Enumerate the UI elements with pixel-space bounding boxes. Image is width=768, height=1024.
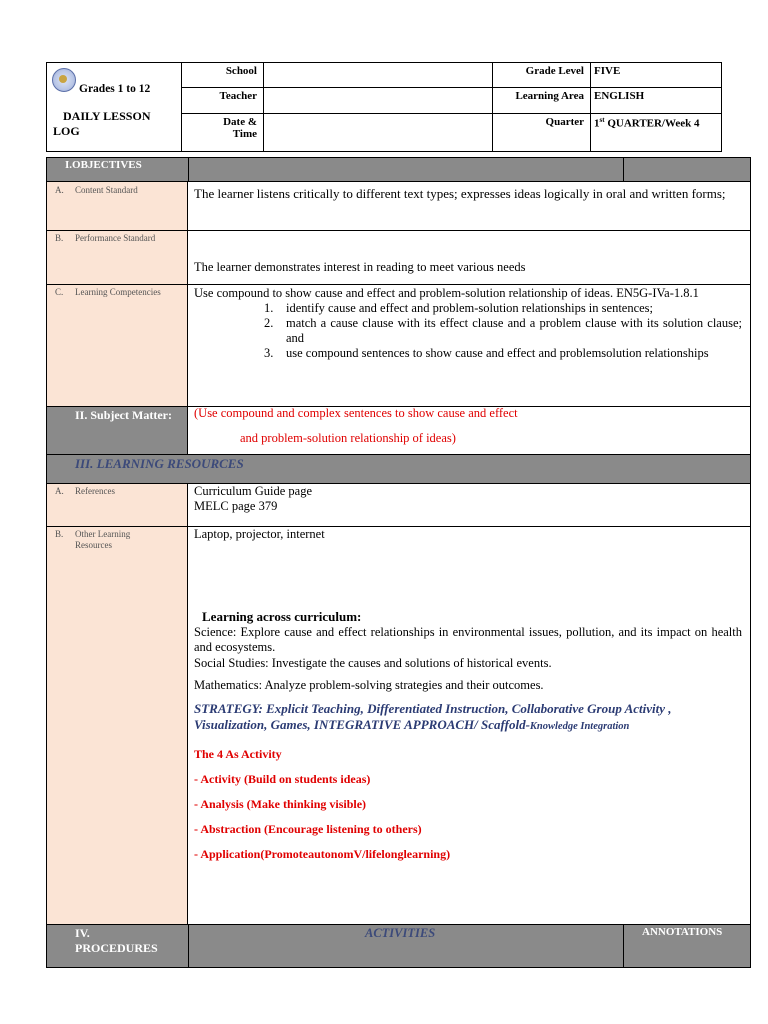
teacher-label: Teacher [182,88,264,113]
science-text: Science: Explore cause and effect relationships in environmental issues, pollution, and its impact on health and ecosystems. [194,625,742,654]
date-time-label: Date & Time [182,113,264,151]
quarter-label: Quarter [493,113,591,151]
list-item: 3. use compound sentences to show cause and effect and problemsolution relationships [264,346,709,360]
grades-label: Grades 1 to 12 [79,83,151,95]
objectives-header-row [47,158,750,182]
objectives-title: I.OBJECTIVES [65,159,142,171]
header-table [46,62,722,152]
performance-standard-text: The learner demonstrates interest in reading to meet various needs [194,260,526,274]
subject-matter-line1: (Use compound and complex sentences to show cause and effect [194,406,518,420]
resources-header-row [47,455,750,484]
competencies-list [194,301,742,361]
content-standard-text: The learner listens critically to different text types; expresses ideas logically in oral and written forms; [194,186,726,201]
activities-header: ACTIVITIES [365,926,436,940]
learning-competencies-row [47,285,750,407]
lesson-table [46,157,751,968]
competencies-intro: Use compound to show cause and effect and problem-solution relationship of ideas. EN5G-IVa-1.8.1 [194,286,699,300]
across-curriculum-title: Learning across curriculum: [202,609,362,624]
content-standard-label: A. Content Standard [55,185,138,195]
subject-matter-label: II. Subject Matter: [75,408,172,422]
four-as-application: - Application(PromoteautonomV/lifelonglearning) [194,847,451,861]
four-as-title: The 4 As Activity [194,747,282,761]
grade-level-value: FIVE [591,63,722,88]
procedures-label: IV. PROCEDURES [75,926,158,955]
resources-title: III. LEARNING RESOURCES [75,456,244,471]
annotations-header: ANNOTATIONS [642,926,723,938]
other-resources-label: B. Other Learning Resources [55,529,131,550]
daily-lesson-log-title: DAILY LESSON LOG [53,109,151,138]
list-item: 1. identify cause and effect and problem-solution relationships in sentences; [264,301,654,315]
learning-area-value: ENGLISH [591,88,722,113]
learning-competencies-label: C. Learning Competencies [55,287,161,297]
quarter-value: 1st QUARTER/Week 4 [591,113,722,151]
strategy-text: STRATEGY: Explicit Teaching, Differentiated Instruction, Collaborative Group Activity , Visualization, Games, INTEGRATIVE APPROACH/ Scaffold-Knowledge Integration [194,701,672,732]
subject-matter-row [47,407,750,455]
subject-matter-line2: and problem-solution relationship of ideas) [240,431,456,445]
other-resources-row [47,527,750,925]
references-row [47,484,750,527]
learning-area-label: Learning Area [493,88,591,113]
school-label: School [182,63,264,88]
other-resources-text: Laptop, projector, internet [194,527,325,541]
mathematics-text: Mathematics: Analyze problem-solving strategies and their outcomes. [194,678,544,692]
performance-standard-row [47,231,750,285]
grade-level-label: Grade Level [493,63,591,88]
references-list: Curriculum Guide page MELC page 379 [194,484,313,513]
teacher-field[interactable] [264,88,493,113]
references-label: A. References [55,486,115,496]
header-title-cell [47,63,182,152]
four-as-analysis: - Analysis (Make thinking visible) [194,797,367,811]
procedures-header-row [47,925,750,967]
four-as-abstraction: - Abstraction (Encourage listening to others) [194,822,422,836]
content-standard-row [47,182,750,231]
performance-standard-label: B. Performance Standard [55,233,156,243]
list-item: 2. match a cause clause with its effect clause and a problem clause with its solution clause; and [264,316,742,345]
school-field[interactable] [264,63,493,88]
deped-seal-icon [52,68,76,92]
date-time-field[interactable] [264,113,493,151]
four-as-activity: - Activity (Build on students ideas) [194,772,371,786]
social-studies-text: Social Studies: Investigate the causes and solutions of historical events. [194,656,552,670]
